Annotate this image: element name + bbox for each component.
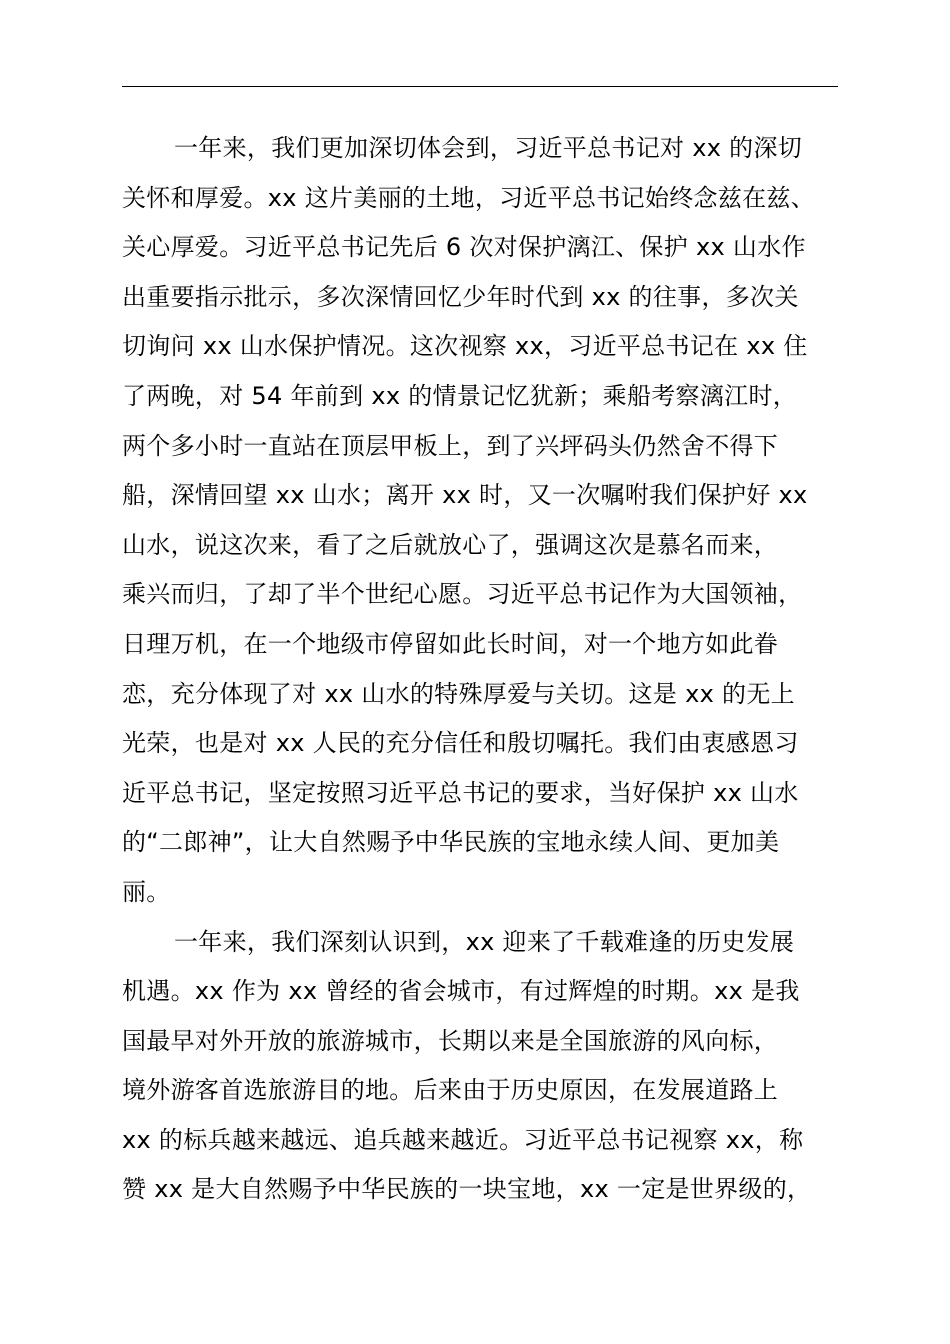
text-line: 一年来，我们深刻认识到，xx 迎来了千载难逢的历史发展 bbox=[174, 927, 795, 956]
text-line: 境外游客首选旅游目的地。后来由于历史原因，在发展道路上 bbox=[122, 1076, 779, 1105]
text-line: 光荣，也是对 xx 人民的充分信任和殷切嘱托。我们由衷感恩习 bbox=[122, 729, 799, 758]
text-line: 机遇。xx 作为 xx 曾经的省会城市，有过辉煌的时期。xx 是我 bbox=[122, 977, 800, 1006]
text-line: 近平总书记，坚定按照习近平总书记的要求，当好保护 xx 山水 bbox=[122, 778, 799, 807]
text-line: 恋，充分体现了对 xx 山水的特殊厚爱与关切。这是 xx 的无上 bbox=[122, 679, 795, 708]
header-rule bbox=[122, 86, 838, 87]
text-line: 一年来，我们更加深切体会到，习近平总书记对 xx 的深切 bbox=[174, 134, 803, 162]
paragraph-2 bbox=[122, 918, 838, 1216]
text-line: 的“二郎神”，让大自然赐予中华民族的宝地永续人间、更加美 bbox=[122, 828, 780, 857]
text-line: 赞 xx 是大自然赐予中华民族的一块宝地，xx 一定是世界级的， bbox=[122, 1175, 812, 1204]
text-line: 关心厚爱。习近平总书记先后 6 次对保护漓江、保护 xx 山水作 bbox=[122, 233, 806, 262]
text-line: 了两晚，对 54 年前到 xx 的情景记忆犹新；乘船考察漓江时， bbox=[122, 381, 798, 410]
text-line: 船，深情回望 xx 山水；离开 xx 时，又一次嘱咐我们保护好 xx bbox=[122, 481, 808, 510]
text-line: 国最早对外开放的旅游城市，长期以来是全国旅游的风向标， bbox=[122, 1026, 779, 1055]
text-line: 出重要指示批示，多次深情回忆少年时代到 xx 的往事，多次关 bbox=[122, 282, 799, 311]
text-line: 切询问 xx 山水保护情况。这次视察 xx，习近平总书记在 xx 住 bbox=[122, 332, 808, 361]
text-line: 丽。 bbox=[122, 877, 171, 906]
text-line: 乘兴而归，了却了半个世纪心愿。习近平总书记作为大国领袖， bbox=[122, 580, 803, 609]
text-line: 日理万机，在一个地级市停留如此长时间，对一个地方如此眷 bbox=[122, 629, 779, 658]
text-line: 两个多小时一直站在顶层甲板上，到了兴坪码头仍然舍不得下 bbox=[122, 431, 779, 460]
text-line: 山水，说这次来，看了之后就放心了，强调这次是慕名而来， bbox=[122, 530, 779, 559]
text-line: 关怀和厚爱。xx 这片美丽的土地，习近平总书记始终念兹在兹、 bbox=[122, 183, 816, 212]
text-line: xx 的标兵越来越远、追兵越来越近。习近平总书记视察 xx，称 bbox=[122, 1125, 804, 1154]
document-body bbox=[122, 124, 838, 1215]
paragraph-1 bbox=[122, 124, 838, 918]
